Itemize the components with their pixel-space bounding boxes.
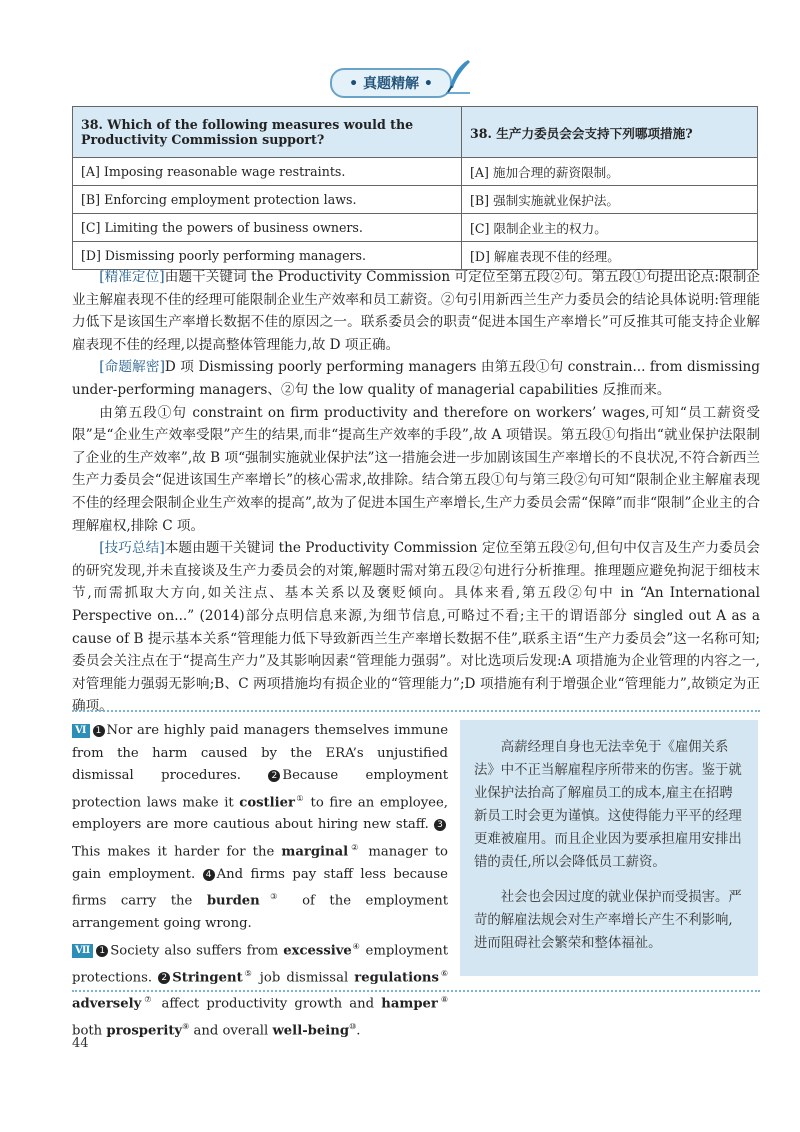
vocab-word: marginal [281, 844, 349, 860]
vocab-word: well-being [272, 1023, 350, 1039]
question-title-en: 38. Which of the following measures would the Productivity Commission support? [73, 107, 462, 158]
vocab-index: ⑥ [438, 968, 449, 978]
vocab-index: ⑨ [182, 1022, 190, 1032]
vocab-index: ⑩ [349, 1022, 357, 1032]
sentence-text: manager to gain employment. [72, 844, 448, 882]
decode-tag: [命题解密] [99, 359, 165, 376]
analysis-paragraph: 由第五段①句 constraint on firm productivity and therefore on workers’ wages,可知“员工薪资受限”是“企业生产效率受限”产生的结果,而非“提高生产效率的手段”,故 A 项错误。第五段①句指出“就业保护法限制了企业的生产效率”,故 B 项“强制实施就业保护法”这一措施会进一步加剧该国生产率增长的不良状况,不符合新西兰生产力委员会“促进该国生产率增长”的核心需求,故排除。结合第五段①句与第三段②句可知“限制企业主解雇表现不佳的经理会限制企业生产效率的提高”,故为了促进本国生产率增长,生产力委员会需“保障”而非“限制”企业主的合理解雇权,排除 C 项。 [72, 404, 760, 534]
vocab-index: ④ [351, 941, 361, 951]
sentence-number: 1 [93, 725, 105, 737]
vocab-index: ⑧ [437, 995, 449, 1005]
vocab-word: regulations [354, 969, 439, 985]
decode-paragraph [72, 356, 760, 401]
question-table [72, 106, 758, 270]
quill-icon [444, 58, 472, 94]
question-title-zh: 38. 生产力委员会会支持下列哪项措施? [462, 107, 758, 158]
sentence-text: Nor are highly paid managers themselves immune from the harm caused by the ERA’s unjustified dismissal procedures. [72, 723, 448, 783]
paragraph-6 [72, 720, 448, 936]
page-number: 44 [72, 1036, 89, 1051]
locate-paragraph [72, 266, 760, 356]
analysis-section [72, 266, 760, 718]
sentence-number: 2 [268, 770, 280, 782]
skill-paragraph [72, 537, 760, 718]
sentence-text: employment protections. [72, 943, 449, 985]
paragraph-number-badge: Ⅶ [72, 944, 93, 958]
option-d-en: [D] Dismissing poorly performing managers. [73, 242, 462, 270]
option-b-zh: [B] 强制实施就业保护法。 [462, 186, 758, 214]
vocab-index: ③ [259, 892, 288, 902]
paragraph-number-badge: Ⅵ [72, 724, 90, 738]
option-row [73, 158, 758, 186]
vocab-word: hamper [381, 996, 438, 1012]
sentence-text: . [356, 1023, 361, 1039]
option-b-en: [B] Enforcing employment protection laws. [73, 186, 462, 214]
option-row [73, 214, 758, 242]
sentence-number: 3 [434, 819, 446, 831]
sentence-number: 1 [96, 945, 108, 957]
vocab-word: Stringent [172, 969, 243, 985]
option-c-en: [C] Limiting the powers of business owners. [73, 214, 462, 242]
decode-text: D 项 Dismissing poorly performing managers 由第五段①句 constrain... from dismissing under-performing managers、②句 the low quality of managerial capabilities 反推而来。 [72, 359, 760, 398]
sentence-text: to fire an employee, employers are more cautious about hiring new staff. [72, 794, 448, 833]
option-row [73, 186, 758, 214]
locate-tag: [精准定位] [99, 269, 165, 285]
sentence-text: job dismissal [253, 969, 355, 985]
sentence-text: of the employment arrangement going wrong. [72, 893, 448, 932]
passage-section [72, 720, 448, 1043]
vocab-index: ⑤ [242, 968, 254, 978]
sentence-number: 2 [158, 972, 170, 984]
vocab-word: adversely [72, 996, 142, 1012]
vocab-index: ① [295, 793, 305, 803]
divider-top [72, 710, 760, 712]
vocab-word: costlier [239, 794, 295, 810]
translation-box [460, 720, 758, 976]
vocab-index: ② [348, 842, 362, 852]
vocab-word: excessive [283, 943, 352, 959]
option-d-zh: [D] 解雇表现不佳的经理。 [462, 242, 758, 270]
sentence-text: Because employment protection laws make it [72, 768, 449, 810]
question-header-row [73, 107, 758, 158]
sentence-text: affect productivity growth and [154, 996, 382, 1012]
translation-paragraph-6: 高薪经理自身也无法幸免于《雇佣关系法》中不正当解雇程序所带来的伤害。鉴于就业保护法抬高了解雇员工的成本,雇主在招聘新员工时会更为谨慎。这使得能力平平的经理更难被雇用。而且企业因为要承担雇用安排出错的责任,所以会降低员工薪资。 [474, 740, 742, 870]
sentence-text: both [72, 1023, 107, 1039]
vocab-word: prosperity [106, 1023, 183, 1039]
option-c-zh: [C] 限制企业主的权力。 [462, 214, 758, 242]
vocab-index: ⑦ [141, 995, 155, 1005]
sentence-number: 4 [203, 869, 215, 881]
option-a-zh: [A] 施加合理的薪资限制。 [462, 158, 758, 186]
sentence-text: Society also suffers from [110, 943, 284, 959]
vocab-word: burden [206, 893, 260, 909]
skill-tag: [技巧总结] [99, 540, 165, 557]
sentence-text: and overall [189, 1023, 273, 1039]
translation-paragraph-7: 社会也会因过度的就业保护而受损害。严苛的解雇法规会对生产率增长产生不利影响,进而阻碍社会繁荣和整体福祉。 [474, 890, 742, 951]
divider-bottom [72, 990, 760, 992]
sentence-text: And firms pay staff less because firms carry the [72, 866, 448, 909]
sentence-text: This makes it harder for the [72, 844, 282, 860]
locate-text: 由题干关键词 the Productivity Commission 可定位至第五段②句。第五段①句提出论点:限制企业主解雇表现不佳的经理可能限制企业生产效率和员工薪资。②句引用新西兰生产力委员会的结论具体说明:管理能力低下是该国生产率增长数据不佳的原因之一。联系委员会的职责“促进本国生产率增长”可反推其可能支持企业解雇表现不佳的经理,以提高整体管理能力,故 D 项正确。 [72, 269, 760, 353]
section-banner: • 真题精解 • [330, 68, 452, 98]
skill-text: 本题由题干关键词 the Productivity Commission 定位至第五段②句,但句中仅言及生产力委员会的研究发现,并未直接谈及生产力委员会的对策,解题时需对第五段②句进行分析推理。推理题应避免拘泥于细枝末节,而需抓取大方向,如关注点、基本关系以及褒贬倾向。具体来看,第五段②句中 in “An International Perspective on...” (2014)部分点明信息来源,为细节信息,可略过不看;主干的谓语部分 singled out A as a cause of B 提示基本关系“管理能力低下导致新西兰生产率增长数据不佳”,联系主语“生产力委员会”这一名称可知;委员会关注点在于“提高生产力”及其影响因素“管理能力强弱”。对比选项后发现:A 项措施为企业管理的内容之一,对管理能力强弱无影响;B、C 两项措施均有损企业的“管理能力”;D 项措施有利于增强企业“管理能力”,故锁定为正确项。 [72, 540, 761, 715]
option-a-en: [A] Imposing reasonable wage restraints. [73, 158, 462, 186]
